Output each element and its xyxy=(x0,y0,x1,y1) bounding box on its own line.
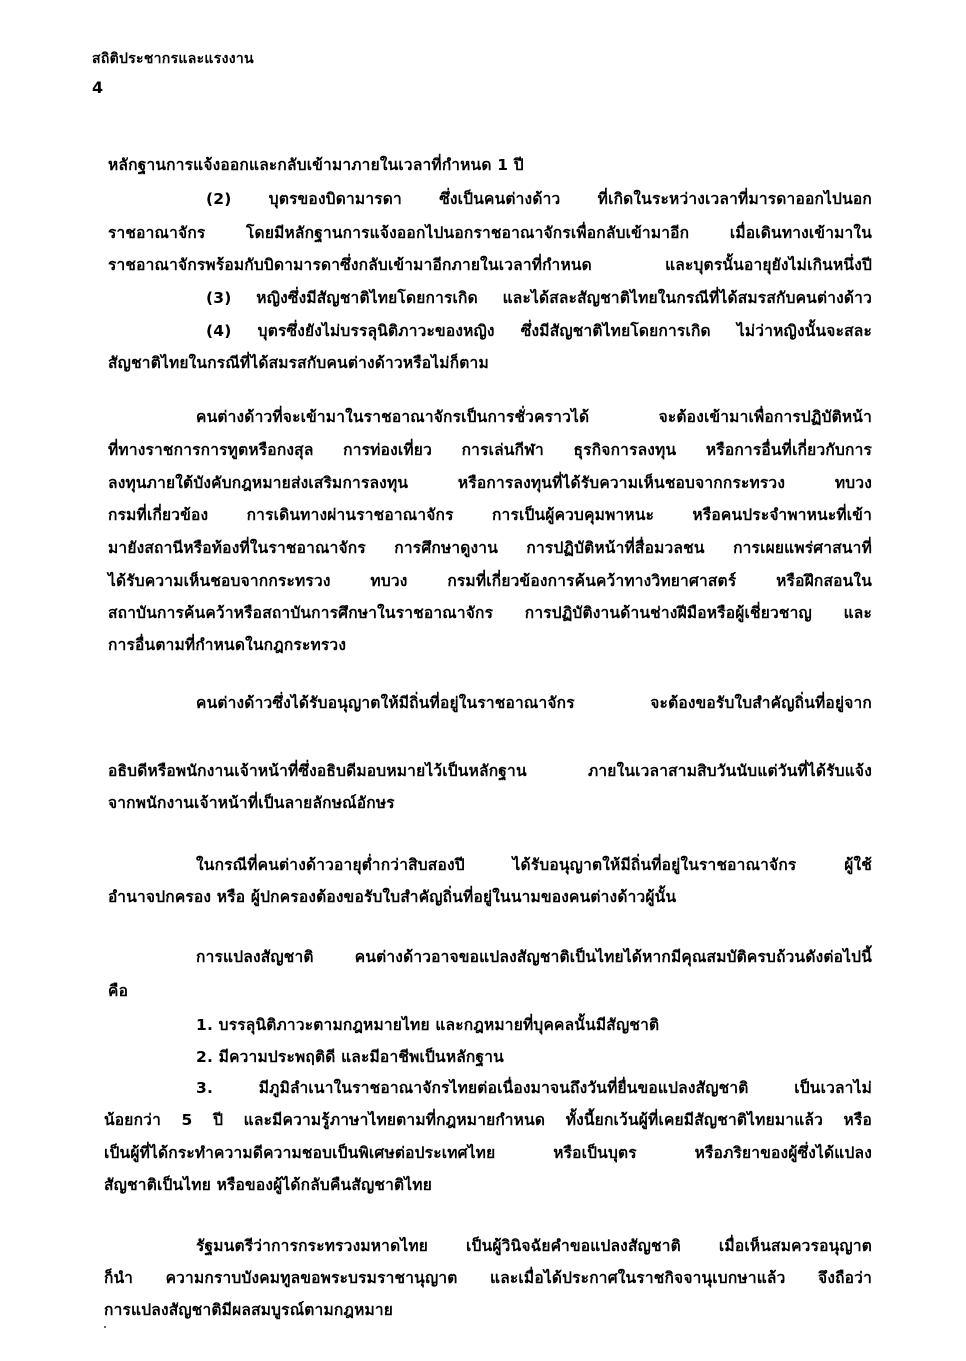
text-line: รัฐมนตรีว่าการกระทรวงมหาดไทย เป็นผู้วินิจฉัยคำขอแปลงสัญชาติ เมื่อเห็นสมควรอนุญาต xyxy=(196,1237,872,1255)
running-header-title: สถิติประชากรและแรงงาน xyxy=(92,51,254,67)
text-line: (3) หญิงซึ่งมีสัญชาติไทยโดยการเกิด และได้สละสัญชาติไทยในกรณีที่ได้สมรสกับคนต่างด้าว xyxy=(206,289,872,307)
list-item: 3. มีภูมิลำเนาในราชอาณาจักรไทยต่อเนื่องมาจนถึงวันที่ยื่นขอแปลงสัญชาติ เป็นเวลาไม่ xyxy=(196,1079,872,1097)
text-line: ในกรณีที่คนต่างด้าวอายุต่ำกว่าสิบสองปี ได้รับอนุญาตให้มีถิ่นที่อยู่ในราชอาณาจักร ผู้ใช้ xyxy=(196,856,872,874)
text-line: จากพนักงานเจ้าหน้าที่เป็นลายลักษณ์อักษร xyxy=(108,794,395,812)
text-line: อำนาจปกครอง หรือ ผู้ปกครองต้องขอรับใบสำคัญถิ่นที่อยู่ในนามของคนต่างด้าวผู้นั้น xyxy=(108,888,677,906)
text-line: อธิบดีหรือพนักงานเจ้าหน้าที่ซึ่งอธิบดีมอบหมายไว้เป็นหลักฐาน ภายในเวลาสามสิบวันนับแต่วันที่ได้รับแจ้ง xyxy=(108,762,872,780)
text-line: เป็นผู้ที่ได้กระทำความดีความชอบเป็นพิเศษต่อประเทศไทย หรือเป็นบุตร หรือภริยาของผู้ซึ่งได้แปลง xyxy=(104,1144,872,1162)
text-line: ราชอาณาจักรพร้อมกับบิดามารดาซึ่งกลับเข้ามาอีกภายในเวลาที่กำหนด และบุตรนั้นอายุยังไม่เกินหนึ่งปี xyxy=(108,256,872,274)
text-line: (2) บุตรของบิดามารดา ซึ่งเป็นคนต่างด้าว ที่เกิดในระหว่างเวลาที่มารดาออกไปนอก xyxy=(206,190,872,208)
text-line: ได้รับความเห็นชอบจากกระทรวง ทบวง กรมที่เกี่ยวข้องการค้นคว้าทางวิทยาศาสตร์ หรือฝึกสอนใน xyxy=(108,572,872,590)
text-line: สัญชาติเป็นไทย หรือของผู้ได้กลับคืนสัญชาติไทย xyxy=(104,1176,432,1194)
text-line: น้อยกว่า 5 ปี และมีความรู้ภาษาไทยตามที่กฎหมายกำหนด ทั้งนี้ยกเว้นผู้ที่เคยมีสัญชาติไทยมาแล้ว หรือ xyxy=(104,1111,872,1129)
text-line: คนต่างด้าวซึ่งได้รับอนุญาตให้มีถิ่นที่อยู่ในราชอาณาจักร จะต้องขอรับใบสำคัญถิ่นที่อยู่จาก xyxy=(196,694,872,712)
text-line: การแปลงสัญชาติมีผลสมบูรณ์ตามกฎหมาย xyxy=(104,1301,394,1319)
scan-speck xyxy=(104,1326,106,1328)
text-line: การแปลงสัญชาติ คนต่างด้าวอาจขอแปลงสัญชาติเป็นไทยได้หากมีคุณสมบัติครบถ้วนดังต่อไปนี้ xyxy=(196,948,872,966)
text-line: ที่ทางราชการการทูตหรือกงสุล การท่องเที่ยว การเล่นกีฬา ธุรกิจการลงทุน หรือการอื่นที่เกี่ยวกับการ xyxy=(108,441,872,459)
text-line: ราชอาณาจักร โดยมีหลักฐานการแจ้งออกไปนอกราชอาณาจักรเพื่อกลับเข้ามาอีก เมื่อเดินทางเข้ามาใน xyxy=(108,224,872,242)
text-line: มายังสถานีหรือท้องที่ในราชอาณาจักร การศึกษาดูงาน การปฏิบัติหน้าที่สื่อมวลชน การเผยแพร่ศาสนาที่ xyxy=(108,539,872,557)
text-line: สัญชาติไทยในกรณีที่ได้สมรสกับคนต่างด้าวหรือไม่ก็ตาม xyxy=(108,354,489,372)
text-line: ก็นำ ความกราบบังคมทูลขอพระบรมราชานุญาต และเมื่อได้ประกาศในราชกิจจานุเบกษาแล้ว จึงถือว่า xyxy=(104,1269,872,1287)
text-line: การอื่นตามที่กำหนดในกฎกระทรวง xyxy=(108,636,347,654)
text-line: (4) บุตรซึ่งยังไม่บรรลุนิติภาวะของหญิง ซึ่งมีสัญชาติไทยโดยการเกิด ไม่ว่าหญิงนั้นจะสละ xyxy=(206,322,872,340)
text-line: กรมที่เกี่ยวข้อง การเดินทางผ่านราชอาณาจักร การเป็นผู้ควบคุมพาหนะ หรือคนประจำพาหนะที่เข้า xyxy=(108,506,872,524)
list-item: 2. มีความประพฤติดี และมีอาชีพเป็นหลักฐาน xyxy=(196,1048,504,1066)
text-line: หลักฐานการแจ้งออกและกลับเข้ามาภายในเวลาที่กำหนด 1 ปี xyxy=(108,156,524,174)
text-line: ลงทุนภายใต้บังคับกฎหมายส่งเสริมการลงทุน หรือการลงทุนที่ได้รับความเห็นชอบจากกระทรวง ทบวง xyxy=(108,474,872,492)
text-line: สถาบันการค้นคว้าหรือสถาบันการศึกษาในราชอาณาจักร การปฏิบัติงานด้านช่างฝีมือหรือผู้เชี่ยวชาญ และ xyxy=(108,604,872,622)
page-number: 4 xyxy=(92,78,104,97)
text-line: คนต่างด้าวที่จะเข้ามาในราชอาณาจักรเป็นการชั่วคราวได้ จะต้องเข้ามาเพื่อการปฏิบัติหน้า xyxy=(196,408,872,426)
list-item: 1. บรรลุนิติภาวะตามกฎหมายไทย และกฎหมายที่บุคคลนั้นมีสัญชาติ xyxy=(196,1016,660,1034)
text-line: คือ xyxy=(108,982,129,1000)
